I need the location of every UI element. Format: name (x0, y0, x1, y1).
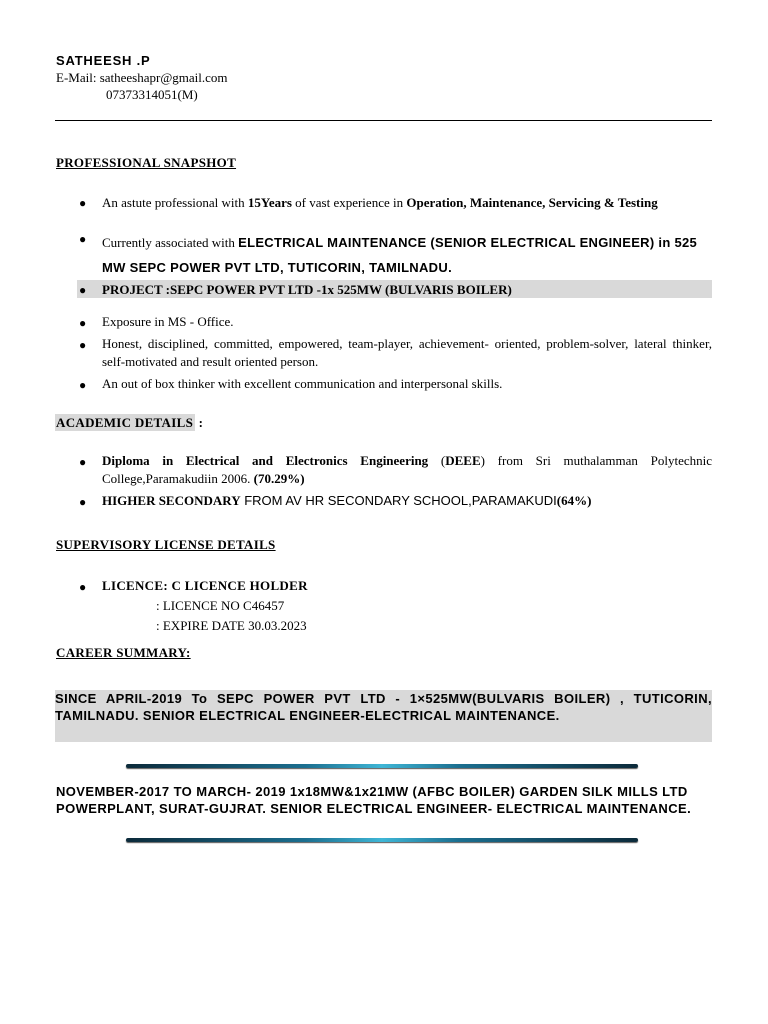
bullet-dot-icon: ● (79, 378, 87, 392)
diploma-college: ) from Sri muthalamman Polytechnic College,Paramakudiin 2006. (102, 453, 712, 486)
license-number: : LICENCE NO C46457 (156, 598, 285, 613)
bullet-dot-icon: ● (79, 495, 87, 509)
academic-item-diploma (102, 452, 712, 488)
section-heading-academic: ACADEMIC DETAILS (56, 415, 194, 430)
bullet-dot-icon: ● (79, 283, 87, 297)
snapshot-item-qualities: Honest, disciplined, committed, empowered, team-player, achievement- oriented, problem-solver, lateral thinker, self-motivated and result oriented person. (102, 336, 712, 369)
section-heading-license: SUPERVISORY LICENSE DETAILS (56, 537, 276, 552)
email-label: E-Mail: (56, 70, 100, 85)
career-entry-current: SINCE APRIL-2019 To SEPC POWER PVT LTD - 1×525MW(BULVARIS BOILER) , TUTICORIN, TAMILNADU. SENIOR ELECTRICAL ENGINEER-ELECTRICAL MAINTENANCE. (55, 690, 712, 742)
snapshot-years: 15Years (247, 195, 292, 210)
career-divider (126, 764, 638, 768)
snapshot-skills: Operation, Maintenance, Servicing & Testing (406, 195, 658, 210)
bullet-dot-icon: ● (79, 316, 87, 330)
hsc-label: HIGHER SECONDARY (102, 493, 241, 508)
snapshot-item-project: PROJECT :SEPC POWER PVT LTD -1x 525MW (BULVARIS BOILER) (102, 282, 512, 297)
diploma-name: Diploma in Electrical and Electronics Engineering (102, 453, 429, 468)
header-divider (55, 120, 712, 121)
diploma-abbr: DEEE (445, 453, 481, 468)
snapshot-item-experience (102, 194, 712, 212)
snapshot-item-current (102, 230, 702, 280)
section-heading-snapshot: PROFESSIONAL SNAPSHOT (56, 155, 237, 170)
paren-open: ( (428, 453, 446, 468)
section-heading-academic-wrap (55, 415, 203, 431)
hsc-score: (64%) (556, 493, 592, 508)
snapshot-text: Currently associated with (102, 235, 239, 250)
snapshot-item-communication: An out of box thinker with excellent communication and interpersonal skills. (102, 376, 503, 391)
career-divider (126, 838, 638, 842)
academic-item-hsc (102, 492, 591, 510)
license-expiry: : EXPIRE DATE 30.03.2023 (156, 618, 307, 633)
diploma-score: (70.29%) (253, 471, 305, 486)
hsc-school: FROM AV HR SECONDARY SCHOOL,PARAMAKUDI (240, 493, 557, 508)
candidate-name: SATHEESH .P (56, 53, 151, 68)
heading-colon: : (195, 415, 204, 430)
bullet-dot-icon: ● (79, 580, 87, 594)
snapshot-item-ms-office: Exposure in MS - Office. (102, 314, 234, 329)
email-line (56, 70, 228, 86)
license-holder: LICENCE: C LICENCE HOLDER (102, 578, 308, 593)
bullet-dot-icon: ● (79, 232, 87, 246)
snapshot-text: of vast experience in (291, 195, 407, 210)
section-heading-career: CAREER SUMMARY: (56, 645, 191, 660)
email-address[interactable]: satheeshapr@gmail.com (99, 70, 228, 85)
bullet-dot-icon: ● (79, 338, 87, 352)
snapshot-text: An astute professional with (102, 195, 248, 210)
bullet-dot-icon: ● (79, 196, 87, 210)
phone-number: 07373314051(M) (106, 87, 198, 102)
bullet-dot-icon: ● (79, 455, 87, 469)
snapshot-current-role: ELECTRICAL MAINTENANCE (SENIOR ELECTRICAL ENGINEER) in 525 MW SEPC POWER PVT LTD, TUTICORIN, TAMILNADU. (102, 235, 698, 275)
career-entry-previous: NOVEMBER-2017 TO MARCH- 2019 1x18MW&1x21MW (AFBC BOILER) GARDEN SILK MILLS LTD POWERPLANT, SURAT-GUJRAT. SENIOR ELECTRICAL ENGINEER- ELECTRICAL MAINTENANCE. (56, 784, 692, 816)
